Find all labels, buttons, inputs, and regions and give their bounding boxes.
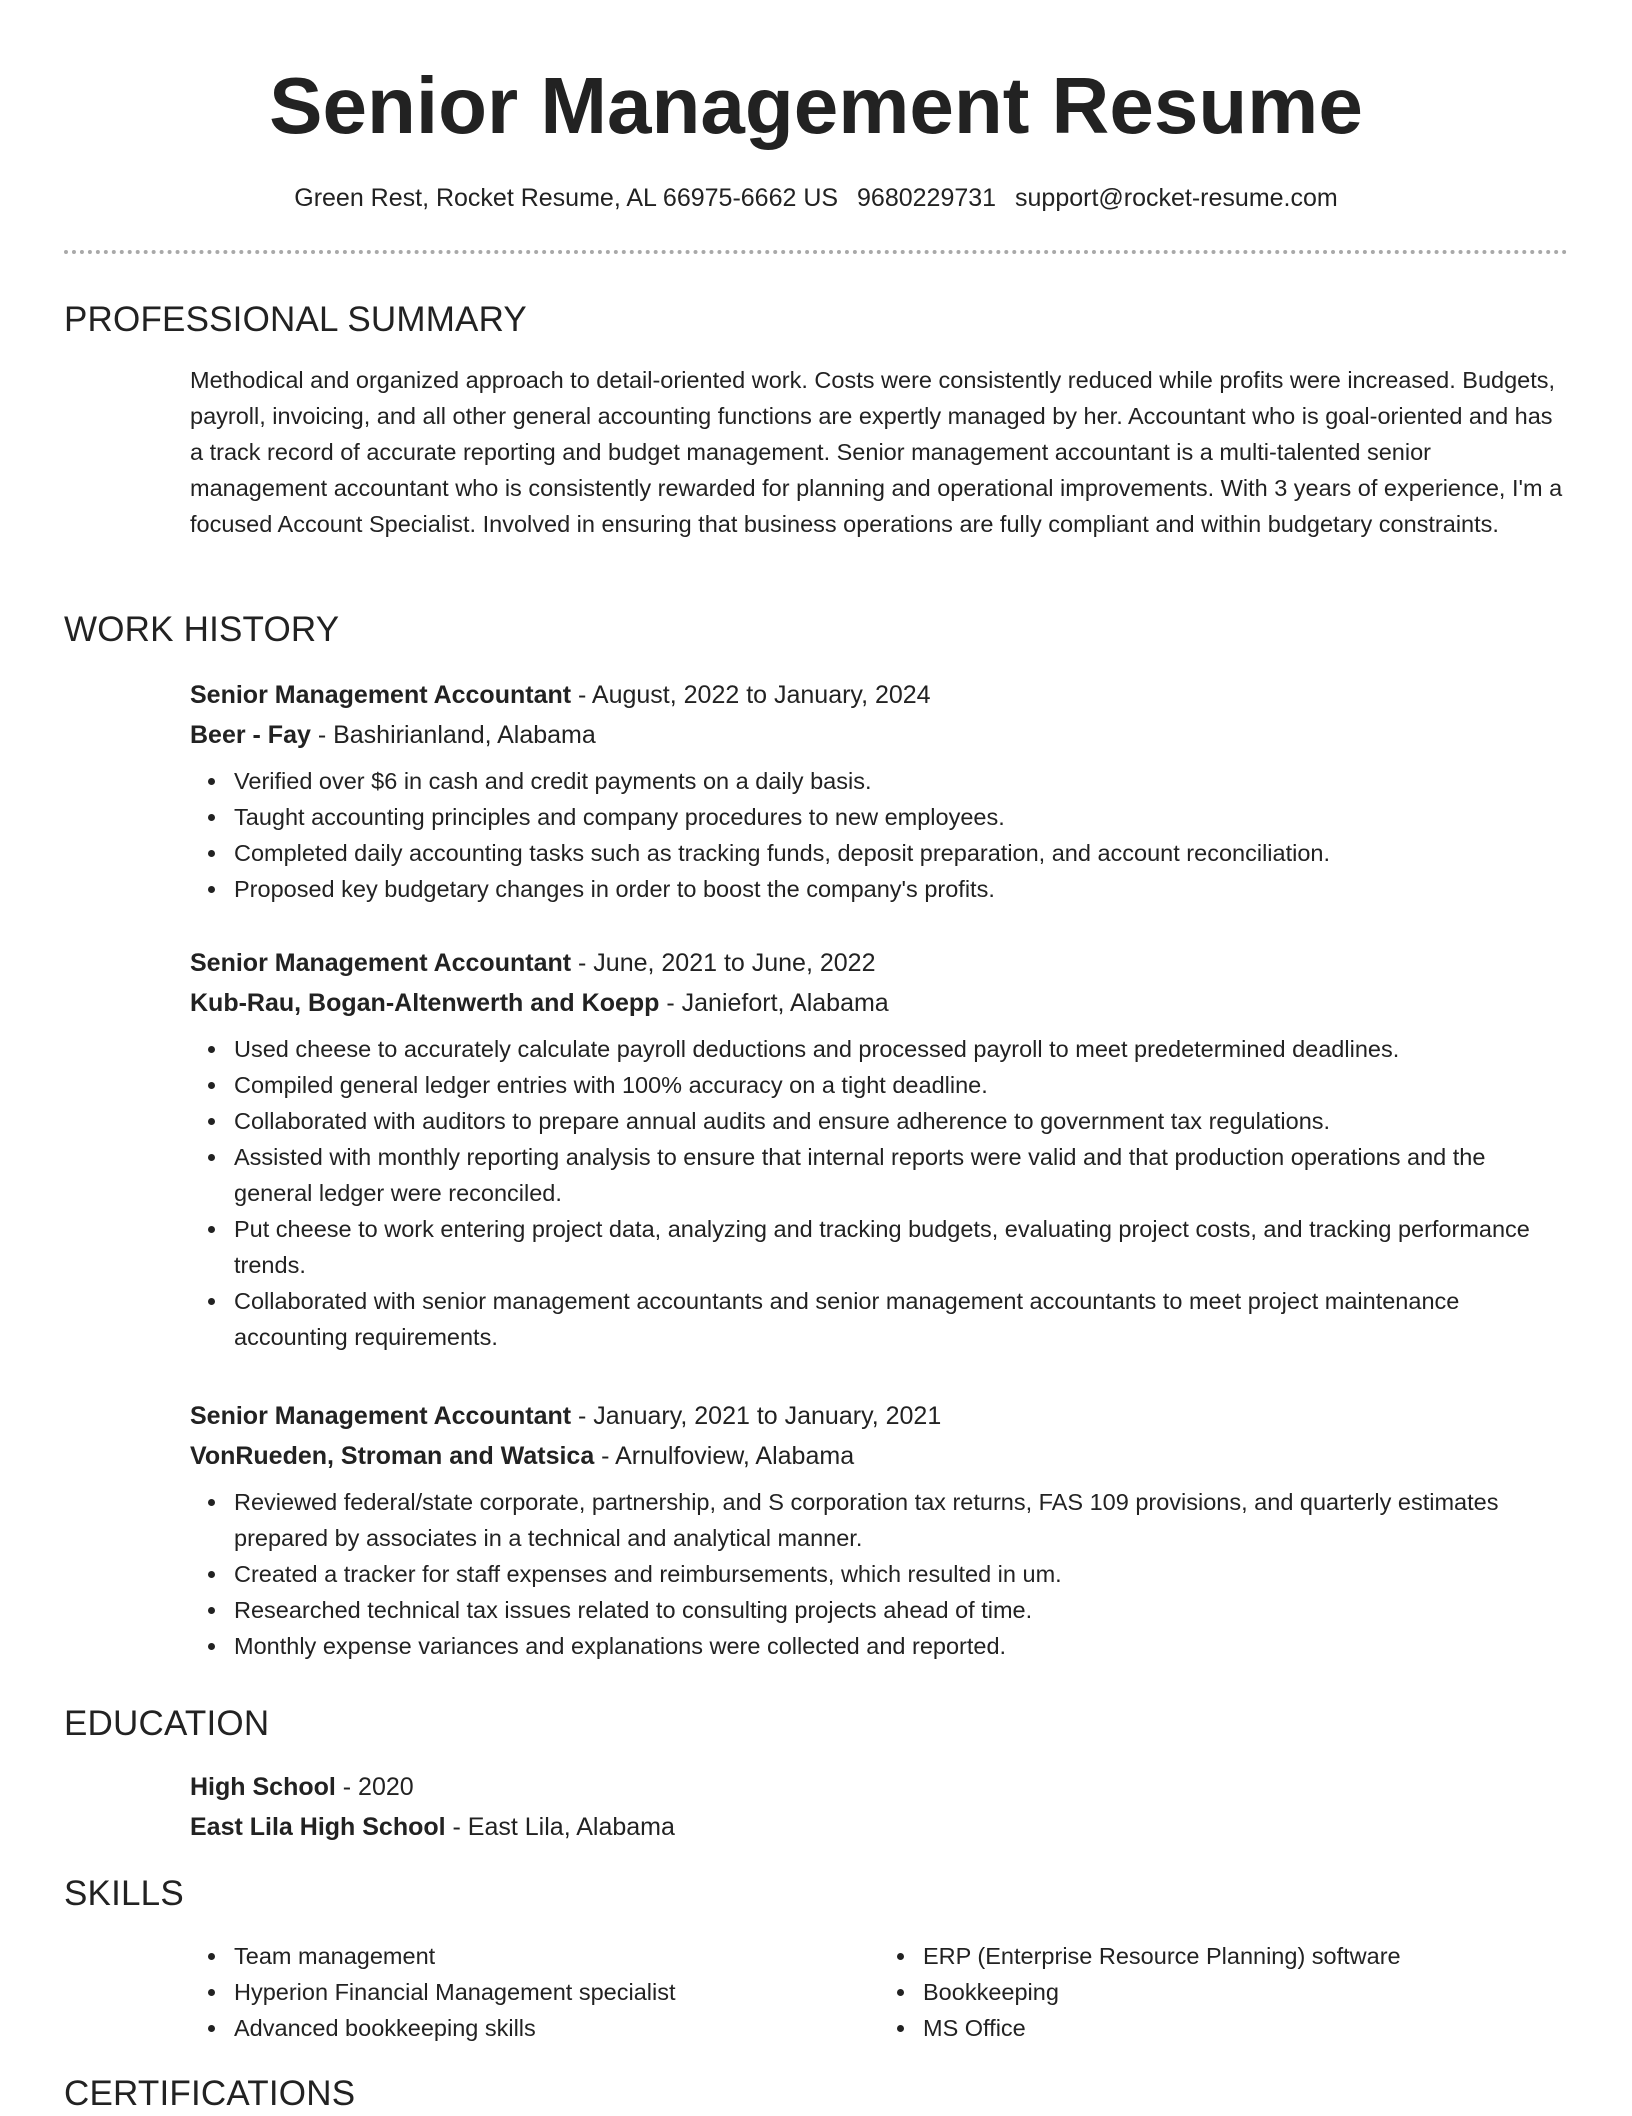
list-item: Put cheese to work entering project data, analyzing and tracking budgets, evaluating project costs, and tracking performance trends. <box>234 1211 1568 1283</box>
job-dates: - January, 2021 to January, 2021 <box>571 1402 942 1430</box>
list-item: Advanced bookkeeping skills <box>234 2010 879 2046</box>
list-item: Used cheese to accurately calculate payroll deductions and processed payroll to meet predetermined deadlines. <box>234 1031 1568 1067</box>
job-dates: - June, 2021 to June, 2022 <box>571 949 876 977</box>
education-degree: High School <box>190 1773 336 1801</box>
skills-section <box>190 1938 1568 2046</box>
skills-column-left <box>190 1938 879 2046</box>
work-history-heading: WORK HISTORY <box>64 610 340 649</box>
job-company-line <box>190 1436 1568 1476</box>
list-item: ERP (Enterprise Resource Planning) software <box>923 1938 1568 1974</box>
list-item: Monthly expense variances and explanations were collected and reported. <box>234 1628 1568 1664</box>
summary-section <box>190 362 1568 542</box>
job-entry <box>190 1396 1568 1664</box>
summary-text: Methodical and organized approach to detail-oriented work. Costs were consistently reduced while profits were increased. Budgets, payroll, invoicing, and all other general accounting functions are expertly managed by her. Accountant who is goal-oriented and has a track record of accurate reporting and budget management. Senior management accountant is a multi-talented senior management accountant who is consistently rewarded for planning and operational improvements. With 3 years of experience, I'm a focused Account Specialist. Involved in ensuring that business operations are fully compliant and within budgetary constraints. <box>190 367 1563 537</box>
contact-address: Green Rest, Rocket Resume, AL 66975-6662 US <box>294 184 839 212</box>
list-item: Bookkeeping <box>923 1974 1568 2010</box>
job-location: - Bashirianland, Alabama <box>310 721 596 749</box>
education-year: - 2020 <box>335 1773 414 1801</box>
job-title: Senior Management Accountant <box>190 949 572 977</box>
education-school: East Lila High School <box>190 1813 446 1841</box>
job-company-line <box>190 983 1568 1023</box>
job-entry <box>190 675 1568 907</box>
list-item: Assisted with monthly reporting analysis to ensure that internal reports were valid and that production operations and the general ledger were reconciled. <box>234 1139 1568 1211</box>
job-location: - Janiefort, Alabama <box>659 989 889 1017</box>
resume-title: Senior Management Resume <box>269 61 1363 150</box>
skills-heading: SKILLS <box>64 1874 184 1913</box>
job-title-line <box>190 675 1568 715</box>
list-item: Team management <box>234 1938 879 1974</box>
list-item: Compiled general ledger entries with 100% accuracy on a tight deadline. <box>234 1067 1568 1103</box>
contact-phone: 9680229731 <box>857 184 997 212</box>
education-degree-line <box>190 1767 1568 1807</box>
job-company-line <box>190 715 1568 755</box>
list-item: Taught accounting principles and company procedures to new employees. <box>234 799 1568 835</box>
list-item: Completed daily accounting tasks such as tracking funds, deposit preparation, and account reconciliation. <box>234 835 1568 871</box>
education-school-line <box>190 1807 1568 1847</box>
education-entry <box>190 1767 1568 1847</box>
job-title-line <box>190 1396 1568 1436</box>
list-item: Reviewed federal/state corporate, partnership, and S corporation tax returns, FAS 109 provisions, and quarterly estimates prepared by associates in a technical and analytical manner. <box>234 1484 1568 1556</box>
education-location: - East Lila, Alabama <box>445 1813 675 1841</box>
list-item: Proposed key budgetary changes in order to boost the company's profits. <box>234 871 1568 907</box>
contact-email: support@rocket-resume.com <box>1015 184 1338 212</box>
list-item: MS Office <box>923 2010 1568 2046</box>
job-bullets <box>190 763 1568 907</box>
job-entry <box>190 943 1568 1355</box>
job-company: VonRueden, Stroman and Watsica <box>190 1442 595 1470</box>
certifications-heading: CERTIFICATIONS <box>64 2074 356 2113</box>
job-title-line <box>190 943 1568 983</box>
header-divider <box>64 250 1568 254</box>
contact-line <box>64 180 1568 216</box>
list-item: Hyperion Financial Management specialist <box>234 1974 879 2010</box>
job-title: Senior Management Accountant <box>190 681 572 709</box>
job-company: Beer - Fay <box>190 721 311 749</box>
job-location: - Arnulfoview, Alabama <box>594 1442 855 1470</box>
list-item: Collaborated with auditors to prepare annual audits and ensure adherence to government tax regulations. <box>234 1103 1568 1139</box>
job-company: Kub-Rau, Bogan-Altenwerth and Koepp <box>190 989 660 1017</box>
skills-column-right <box>879 1938 1568 2046</box>
job-bullets <box>190 1031 1568 1355</box>
summary-heading: PROFESSIONAL SUMMARY <box>64 300 527 339</box>
education-heading: EDUCATION <box>64 1704 270 1743</box>
job-title: Senior Management Accountant <box>190 1402 572 1430</box>
skills-grid <box>190 1938 1568 2046</box>
list-item: Created a tracker for staff expenses and reimbursements, which resulted in um. <box>234 1556 1568 1592</box>
list-item: Researched technical tax issues related to consulting projects ahead of time. <box>234 1592 1568 1628</box>
list-item: Collaborated with senior management accountants and senior management accountants to meet project maintenance accounting requirements. <box>234 1283 1568 1355</box>
job-bullets <box>190 1484 1568 1664</box>
job-dates: - August, 2022 to January, 2024 <box>571 681 931 709</box>
list-item: Verified over $6 in cash and credit payments on a daily basis. <box>234 763 1568 799</box>
